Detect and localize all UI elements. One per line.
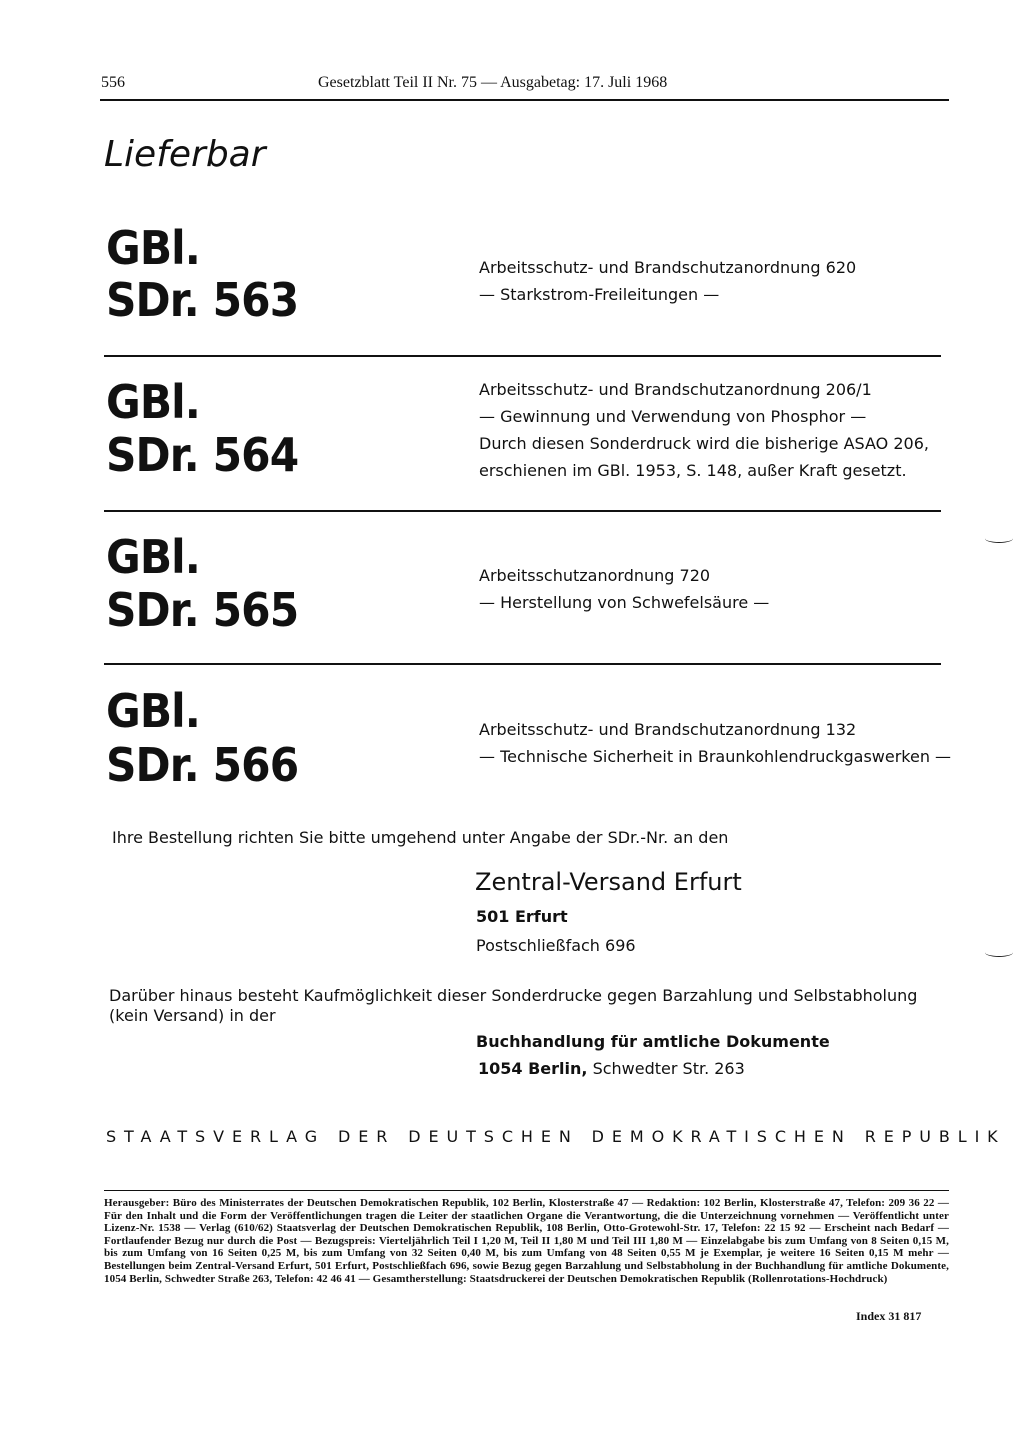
index-number: Index 31 817 [856, 1309, 922, 1323]
entry-gbl-label: GBl. [106, 530, 200, 584]
divider [104, 355, 941, 357]
entry-sdr-number: SDr. 565 [106, 583, 299, 637]
shop-name: Buchhandlung für amtliche Dokumente [476, 1032, 830, 1051]
entry-line: — Gewinnung und Verwendung von Phosphor — [479, 407, 867, 426]
entry-description [479, 254, 856, 308]
entry-sdr-number: SDr. 563 [106, 273, 299, 327]
entry-line: Arbeitsschutz- und Brandschutzanordnung 132 [479, 720, 857, 739]
entry-sdr-number: SDr. 566 [106, 738, 299, 792]
imprint: Herausgeber: Büro des Ministerrates der Deutschen Demokratischen Republik, 102 Berlin, Klosterstraße 47 — Redaktion: 102 Berlin, Klosterstraße 47, Telefon: 209 36 22 — Für den Inhalt und die Form der Veröffentlichungen tragen die Leiter der staatlichen Organe die Verantwortung, die die Unterzeichnung vornehmen — Veröffentlicht unter Lizenz-Nr. 1538 — Verlag (610/62) Staatsverlag der Deutschen Demokratischen Republik, 108 Berlin, Otto-Grotewohl-Str. 17, Telefon: 22 15 92 — Erscheint nach Bedarf — Fortlaufender Bezug nur durch die Post — Bezugspreis: Vierteljährlich Teil I 1,20 M, Teil II 1,80 M und Teil III 1,80 M — Einzelabgabe bis zum Umfang von 8 Seiten 0,15 M, bis zum Umfang von 16 Seiten 0,25 M, bis zum Umfang von 32 Seiten 0,40 M, bis zum Umfang von 48 Seiten 0,55 M je Exemplar, je weitere 16 Seiten 0,15 M mehr — Bestellungen beim Zentral-Versand Erfurt, 501 Erfurt, Postschließfach 696, sowie Bezug gegen Barzahlung und Selbstabholung in der Buchhandlung für amtliche Dokumente, 1054 Berlin, Schwedter Straße 263, Telefon: 42 46 41 — Gesamtherstellung: Staatsdruckerei der Deutschen Demokratischen Republik (Rollenrotations-Hochdruck) [104, 1197, 949, 1285]
header-rule [100, 99, 949, 101]
divider [104, 663, 941, 665]
order-recipient-pobox: Postschließfach 696 [476, 936, 636, 955]
entry-line: erschienen im GBl. 1953, S. 148, außer Kraft gesetzt. [479, 461, 907, 480]
running-title: Gesetzblatt Teil II Nr. 75 — Ausgabetag: 17. Juli 1968 [318, 74, 668, 91]
entry-line: Arbeitsschutzanordnung 720 [479, 566, 711, 585]
purchase-text-line-1: Darüber hinaus besteht Kaufmöglichkeit dieser Sonderdrucke gegen Barzahlung und Selbstabholung [109, 986, 918, 1005]
order-instruction: Ihre Bestellung richten Sie bitte umgehend unter Angabe der SDr.-Nr. an den [112, 828, 729, 847]
entry-line: Arbeitsschutz- und Brandschutzanordnung 206/1 [479, 380, 872, 399]
shop-city: 1054 Berlin, [478, 1059, 588, 1078]
entry-gbl-label: GBl. [106, 221, 200, 275]
page-number: 556 [101, 74, 125, 91]
page-title: Lieferbar [104, 134, 266, 175]
divider [104, 510, 941, 512]
order-recipient-name: Zentral-Versand Erfurt [475, 868, 742, 896]
entry-sdr-number: SDr. 564 [106, 428, 299, 482]
margin-mark [985, 534, 1013, 543]
shop-address [478, 1059, 745, 1078]
purchase-text-line-2: (kein Versand) in der [109, 1006, 276, 1025]
entry-line: Arbeitsschutz- und Brandschutzanordnung 620 [479, 258, 857, 277]
entry-line: — Herstellung von Schwefelsäure — [479, 593, 770, 612]
entry-line: Durch diesen Sonderdruck wird die bisherige ASAO 206, [479, 434, 929, 453]
entry-description [479, 716, 951, 770]
entry-line: — Technische Sicherheit in Braunkohlendruckgaswerken — [479, 747, 952, 766]
publisher-line: STAATSVERLAG DER DEUTSCHEN DEMOKRATISCHEN REPUBLIK [106, 1127, 1006, 1146]
entry-gbl-label: GBl. [106, 375, 200, 429]
order-recipient-city: 501 Erfurt [476, 907, 568, 926]
entry-description [479, 376, 929, 484]
entry-gbl-label: GBl. [106, 684, 200, 738]
imprint-rule [104, 1190, 949, 1191]
margin-mark [985, 948, 1013, 957]
shop-street: Schwedter Str. 263 [592, 1059, 745, 1078]
entry-description [479, 562, 769, 616]
entry-line: — Starkstrom-Freileitungen — [479, 285, 720, 304]
